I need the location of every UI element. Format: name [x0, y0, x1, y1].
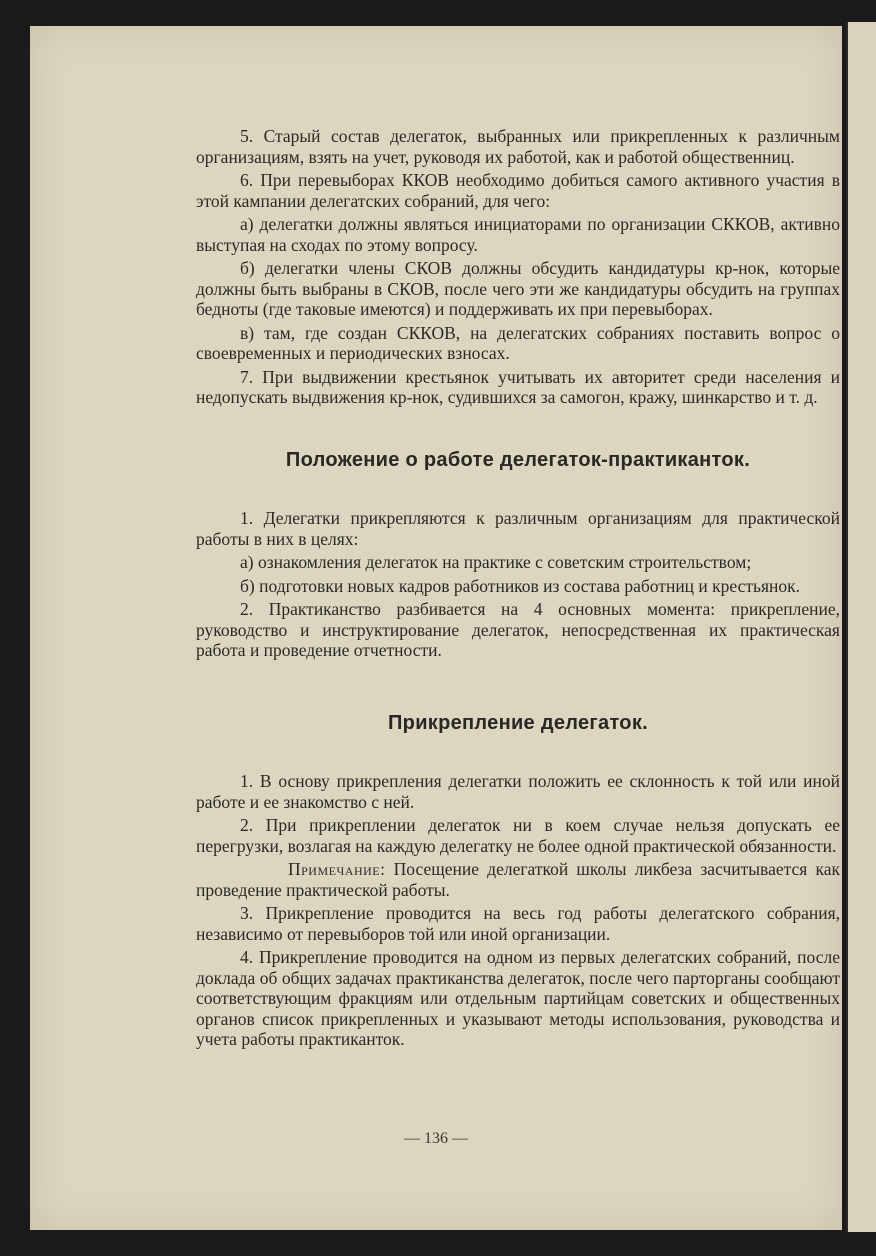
paragraph: б) подготовки новых кадров работников из состава работниц и крестьянок. — [240, 575, 801, 596]
paragraph: 1. В основу прикрепления делегатки положить ее склонность к той или иной работе и ее знакомство с ней. — [196, 771, 840, 812]
attachment-section — [196, 771, 840, 1050]
paragraph: 2. При прикреплении делегаток ни в коем случае нельзя допускать ее перегрузки, возлагая на каждую делегатку не более одной практической обязанности. — [196, 815, 840, 856]
paragraph: 5. Старый состав делегаток, выбранных или прикрепленных к различным организациям, взять на учет, руководя их работой, как и работой общественниц. — [196, 126, 840, 167]
paragraph: 6. При перевыборах ККОВ необходимо добиться самого активного участия в этой кампании делегатских собраний, для чего: — [196, 170, 840, 211]
page-content — [196, 126, 840, 1053]
paragraph: 4. Прикрепление проводится на одном из первых делегатских собраний, после доклада об общих задачах практиканства делегаток, после чего парторганы сообщают соответствующим фракциям или отдельным партийцам советских и общественных органов список прикрепленных и указывают методы использования, руководства и учета работы практиканток. — [196, 947, 840, 1049]
intro-section — [196, 126, 840, 408]
paragraph: 3. Прикрепление проводится на весь год работы делегатского собрания, независимо от перевыборов той или иной организации. — [196, 903, 840, 944]
page-number: — 136 — — [404, 1130, 468, 1147]
paragraph: 1. Делегатки прикрепляются к различным организациям для практической работы в них в целях: — [196, 508, 840, 549]
paragraph: 2. Практиканство разбивается на 4 основных момента: прикрепление, руководство и инструктирование делегаток, непосредственная их практическая работа и проведение отчетности. — [196, 599, 840, 660]
practice-section — [196, 508, 840, 661]
paragraph: а) делегатки должны являться инициаторами по организации СККОВ, активно выступая на сходах по этому вопросу. — [196, 214, 840, 255]
section-heading-practice: Положение о работе делегаток-практиканток. — [285, 448, 751, 471]
book-page — [30, 26, 842, 1230]
paragraph: б) делегатки члены СКОВ должны обсудить кандидатуры кр-нок, которые должны быть выбраны в СКОВ, после чего эти же кандидатуры обсудить на группах бедноты (где таковые имеются) и поддерживать их при перевыборах. — [196, 258, 840, 319]
adjacent-page-edge — [846, 22, 876, 1232]
paragraph: 7. При выдвижении крестьянок учитывать их авторитет среди населения и недопускать выдвижения кр-нок, судившихся за самогон, кражу, шинкарство и т. д. — [196, 366, 840, 407]
note-text: Посещение делегаткой школы ликбеза засчитывается как проведение практической работы. — [196, 859, 841, 900]
paragraph: в) там, где создан СККОВ, на делегатских собраниях поставить вопрос о своевременных и периодических взносах. — [196, 322, 840, 363]
section-heading-attachment: Прикрепление делегаток. — [388, 711, 648, 734]
note-paragraph — [196, 859, 840, 900]
paragraph: а) ознакомления делегаток на практике с советским строительством; — [240, 552, 752, 572]
note — [196, 859, 840, 900]
note-label: Примечание: — [288, 859, 386, 879]
